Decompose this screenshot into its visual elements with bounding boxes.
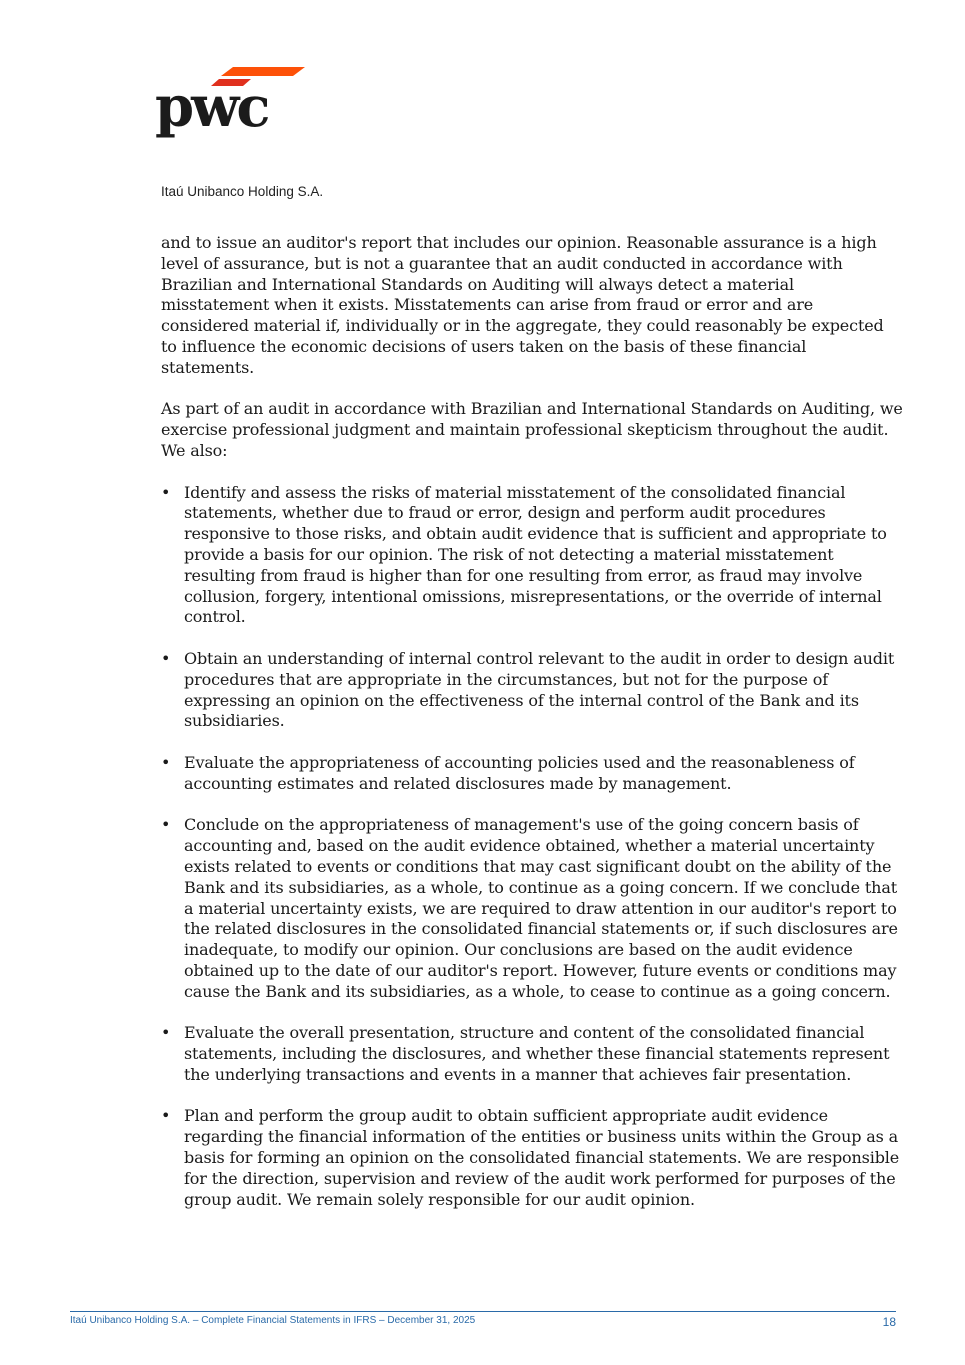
bullet-icon: • [161,482,171,502]
list-item [161,483,903,629]
paragraph-reasonable-assurance: and to issue an auditor's report that includes our opinion. Reasonable assurance is a high level of assurance, but is not a guarantee that an audit conducted in accordance with Brazilian and International Standards on Auditing will always detect a material misstatement when it exists. Misstatements can arise from fraud or error and are considered material if, individually or in the aggregate, they could reasonably be expected to influence the economic decisions of users taken on the basis of these financial statements. [161,233,884,377]
bullet-icon: • [161,1106,171,1126]
bullet-icon: • [161,815,171,835]
page-number: 18 [882,1315,896,1329]
list-item-text: Identify and assess the risks of material misstatement of the consolidated financial statements, whether due to fraud or error, design and perform audit procedures responsive to those risks, and obtain audit evidence that is sufficient and appropriate to provide a basis for our opinion. The risk of not detecting a material misstatement resulting from fraud is higher than for one resulting from error, as fraud may involve collusion, forgery, intentional omissions, misrepresentations, or the override of internal control. [184,482,887,627]
list-item-text: Evaluate the overall presentation, structure and content of the consolidated financial statements, including the disclosures, and whether these financial statements represent the underlying transactions and events in a manner that achieves fair presentation. [184,1023,890,1084]
page-footer [70,1311,896,1329]
main-content [161,233,903,1231]
audit-procedures-list [161,483,903,1211]
pwc-logo [155,64,305,140]
list-item-text: Evaluate the appropriateness of accounting policies used and the reasonableness of accounting estimates and related disclosures made by management. [184,752,855,793]
logo-wordmark: pwc [155,74,268,140]
page-header-company: Itaú Unibanco Holding S.A. [161,184,324,199]
list-item [161,753,903,795]
list-item [161,815,903,1002]
list-item [161,1106,903,1210]
list-item [161,1023,903,1085]
list-item-text: Conclude on the appropriateness of management's use of the going concern basis of accounting and, based on the audit evidence obtained, whether a material uncertainty exists related to events or conditions that may cast significant doubt on the ability of the Bank and its subsidiaries, as a whole, to continue as a going concern. If we conclude that a material uncertainty exists, we are required to draw attention in our auditor's report to the related disclosures in the consolidated financial statements or, if such disclosures are inadequate, to modify our opinion. Our conclusions are based on the audit evidence obtained up to the date of our auditor's report. However, future events or conditions may cause the Bank and its subsidiaries, as a whole, to cease to continue as a going concern. [184,815,898,1001]
pwc-logo-graphic [155,64,305,140]
list-item [161,649,903,732]
list-item-text: Plan and perform the group audit to obtain sufficient appropriate audit evidence regarding the financial information of the entities or business units within the Group as a basis for forming an opinion on the consolidated financial statements. We are responsible for the direction, supervision and review of the audit work performed for purposes of the group audit. We remain solely responsible for our audit opinion. [184,1106,900,1209]
list-item-text: Obtain an understanding of internal control relevant to the audit in order to design audit procedures that are appropriate in the circumstances, but not for the purpose of expressing an opinion on the effectiveness of the internal control of the Bank and its subsidiaries. [184,648,895,731]
footer-text: Itaú Unibanco Holding S.A. – Complete Financial Statements in IFRS – December 31, 2025 [70,1315,476,1326]
bullet-icon: • [161,648,171,668]
bullet-icon: • [161,1023,171,1043]
paragraph-we-also: As part of an audit in accordance with Brazilian and International Standards on Auditing, we exercise professional judgment and maintain professional skepticism throughout the audit. We also: [161,399,903,460]
bullet-icon: • [161,752,171,772]
